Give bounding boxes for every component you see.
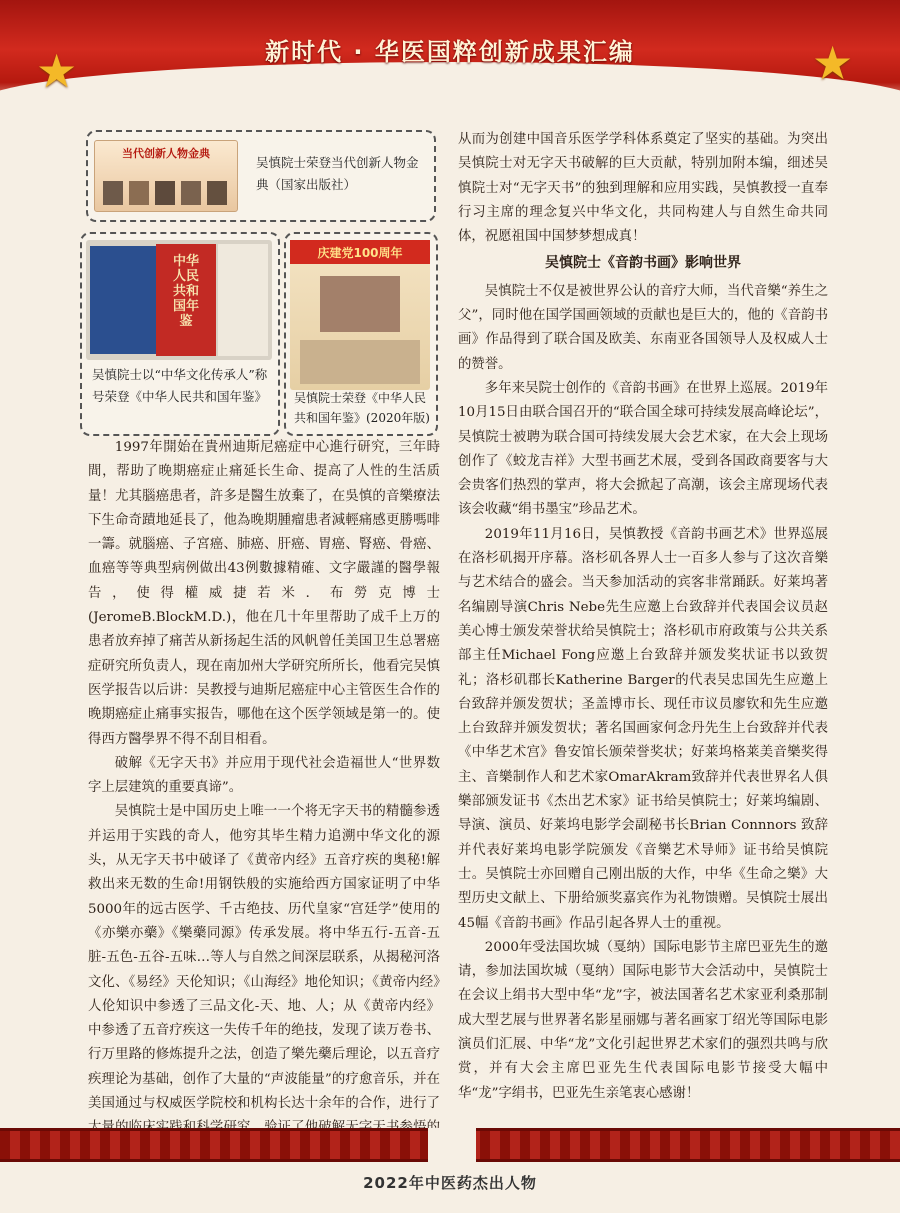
party-100-photo: [290, 240, 430, 390]
paragraph: 2000年受法国坎城（戛纳）国际电影节主席巴亚先生的邀请，参加法国坎城（戛纳）国际电影节大会活动中，吴慎院士在会议上绢书大型中华“龙”字，被法国著名艺术家亚利桑那制成大型艺展与世界著名影星丽娜与著名画家丁绍光等国际电影演员们汇展、中华“龙”文化引起世界艺术家们的强烈共鸣与欣赏，并有大会主席巴亚先生代表国际电影节接受大幅中华“龙”字绢书，巴亚先生亲笔衷心感谢！: [458, 939, 828, 1101]
caption-party-100: 吴慎院士荣登《中华人民共和国年鉴》(2020年版): [294, 391, 430, 425]
figure-party-100: [284, 232, 438, 436]
figure-book-award: [86, 130, 436, 222]
book-banner-text: 当代创新人物金典: [122, 147, 210, 160]
star-icon: ★: [36, 44, 78, 98]
left-column: [88, 436, 440, 1165]
yearbook-cover-text: 中华人民共和国年鉴: [172, 254, 199, 329]
figure-yearbook: [80, 232, 280, 436]
paragraph: 破解《无字天书》并应用于现代社会造福世人“世界数字上层建筑的重要真谛”。: [88, 755, 440, 796]
footer-title: 2022年中医药杰出人物: [363, 1174, 537, 1192]
yearbook-photo: [86, 240, 272, 360]
paragraph: 吴慎院士是中国历史上唯一一个将无字天书的精髓参透并运用于实践的奇人，他穷其毕生精力追溯中华文化的源头，从无字天书中破译了《黄帝内经》五音疗疾的奥秘!解救出来无数的生命!用钢铁般的实施给西方国家证明了中华5000年的远古医学、千古绝技、历代皇家“宫廷学”使用的《亦樂亦藥》《樂藥同源》传承发展。将中华五行-五音-五脏-五色-五谷-五味…等人与自然之间深层联系，从揭秘河洛文化、《易经》天伦知识；《山海经》地伦知识；《黄帝内经》人伦知识中参透了三品文化-天、地、人；从《黄帝内经》中参透了五音疗疾这一失传千年的绝技，发现了读万卷书、行万里路的修炼提升之法，创造了樂先藥后理论，以五音疗疾理论为基础，创作了大量的“声波能量”的疗愈音乐，并在美国通过与权威医学院校和机构长达十余年的合作，进行了: [88, 804, 440, 1112]
star-icon: ★: [812, 36, 854, 90]
party-banner-text: 庆建党100周年: [317, 246, 403, 260]
paragraph: 从而为创建中国音乐医学学科体系奠定了坚实的基础。为突出吴慎院士对无字天书破解的巨大贡献，特别加附本编，细述吴慎院士对“无字天书”的独到理解和应用实践，吴慎教授一直奉行习主席的理念复兴中华文化，共同构建人与自然生命共同体，祝愿祖国中国梦梦想成真！: [458, 132, 828, 245]
paragraph: 2019年11月16日，吴慎教授《音韵书画艺术》世界巡展在洛杉矶揭开序幕。洛杉矶各界人士一百多人参与了这次音樂与艺术结合的盛会。当天参加活动的宾客非常踊跃。好莱坞著名编剧导演Chris Nebe先生应邀上台致辞并代表国会议员赵美心博士颁发荣誉状给吴慎院士；洛杉矶市府政策与公共关系部主任Michael Fong应邀上台致辞并颁发奖状证书以致贺礼；洛杉矶郡长Katherine Barger的代表吴忠国先生应邀上台致辞并颁发贺状；圣盖博市长、现任市议员廖钦和先生应邀上台致辞并颁发贺状；著名国画家何念丹先生上台致辞并代表《中华艺术宫》鲁安馆长颁荣誉奖状；好莱坞格莱美音樂奖得主、音樂制作人和艺术家OmarAkram致辞并代表世界名人俱樂部颁发证书《杰出艺术家》证书给吴慎院士；好莱坞编剧、导演、演员、好莱坞电影学会副秘书长Brian Connnors 致辞并代表好莱坞电影学院颁发《音樂艺术导师》证书给吴慎院士。吴慎院士亦回赠自己刚出版的大作，中华《生命之樂》大型历史文献上、下册给颁奖嘉宾作为礼物馈赠。吴慎院士展出45幅《音韵书画》作品引起各界人士的重视。: [458, 526, 828, 931]
section-heading: 吴慎院士《音韵书画》影响世界: [545, 255, 741, 272]
right-column: [458, 128, 828, 1106]
caption-yearbook: 吴慎院士以“中华文化传承人”称号荣登《中华人民共和国年鉴》: [92, 367, 268, 404]
header-wave: [0, 62, 900, 110]
page-title: 新时代 · 华医国粹创新成果汇编: [265, 38, 635, 66]
paragraph: 吴慎院士不仅是被世界公认的音疗大师，当代音樂“养生之父”，同时他在国学国画领域的贡献也是巨大的，他的《音韵书画》作品得到了联合国及欧美、东南亚各国领导人及权威人士的赞誉。: [458, 283, 828, 372]
book-photo: [94, 140, 238, 212]
caption-book-award: 吴慎院士荣登当代创新人物金典（国家出版社）: [256, 155, 419, 192]
paragraph: 1997年開始在貴州迪斯尼癌症中心進行研究，三年時間，帮助了晚期癌症止痛延长生命、提高了人性的生活质量！尤其腦癌患者，許多是醫生放棄了，在吳慎的音樂療法下生命奇蹟地延長了，他為晚期腫瘤患者減輕痛感更勝嗎啡一籌。就腦癌、子宮癌、肺癌、肝癌、胃癌、腎癌、骨癌、血癌等等典型病例做出43例數據精確、文字嚴謹的醫學報告，使得權威捷若米．布勞克博士(JeromeB.BlockM.D.)，他在几十年里帮助了成千上万的患者放弃掉了痛苦从新扬起生活的风帆曾任美国卫生总署癌症研究所负责人，现在南加州大学研究所所长，他看完吴慎医学报告以后讲：吴教授与迪斯尼癌症中心主管医生合作的晚期癌症止痛事实报告，哪他在这个医学领域是第一的。使得西方醫學界不得不刮目相看。: [88, 440, 440, 747]
page-footer: [0, 1128, 900, 1213]
page-header: [0, 0, 900, 110]
paragraph: 多年来吴院士创作的《音韵书画》在世界上巡展。2019年10月15日由联合国召开的“联合国全球可持续发展高峰论坛”，吴慎院士被聘为联合国可持续发展大会艺术家，在大会上现场创作了《蛟龙吉祥》大型书画艺术展，受到各国政商要客与大会贵客们热烈的掌声，将大会掀起了高潮，该会主席现场代表该会收藏“绢书墨宝”珍品艺术。: [458, 380, 828, 518]
